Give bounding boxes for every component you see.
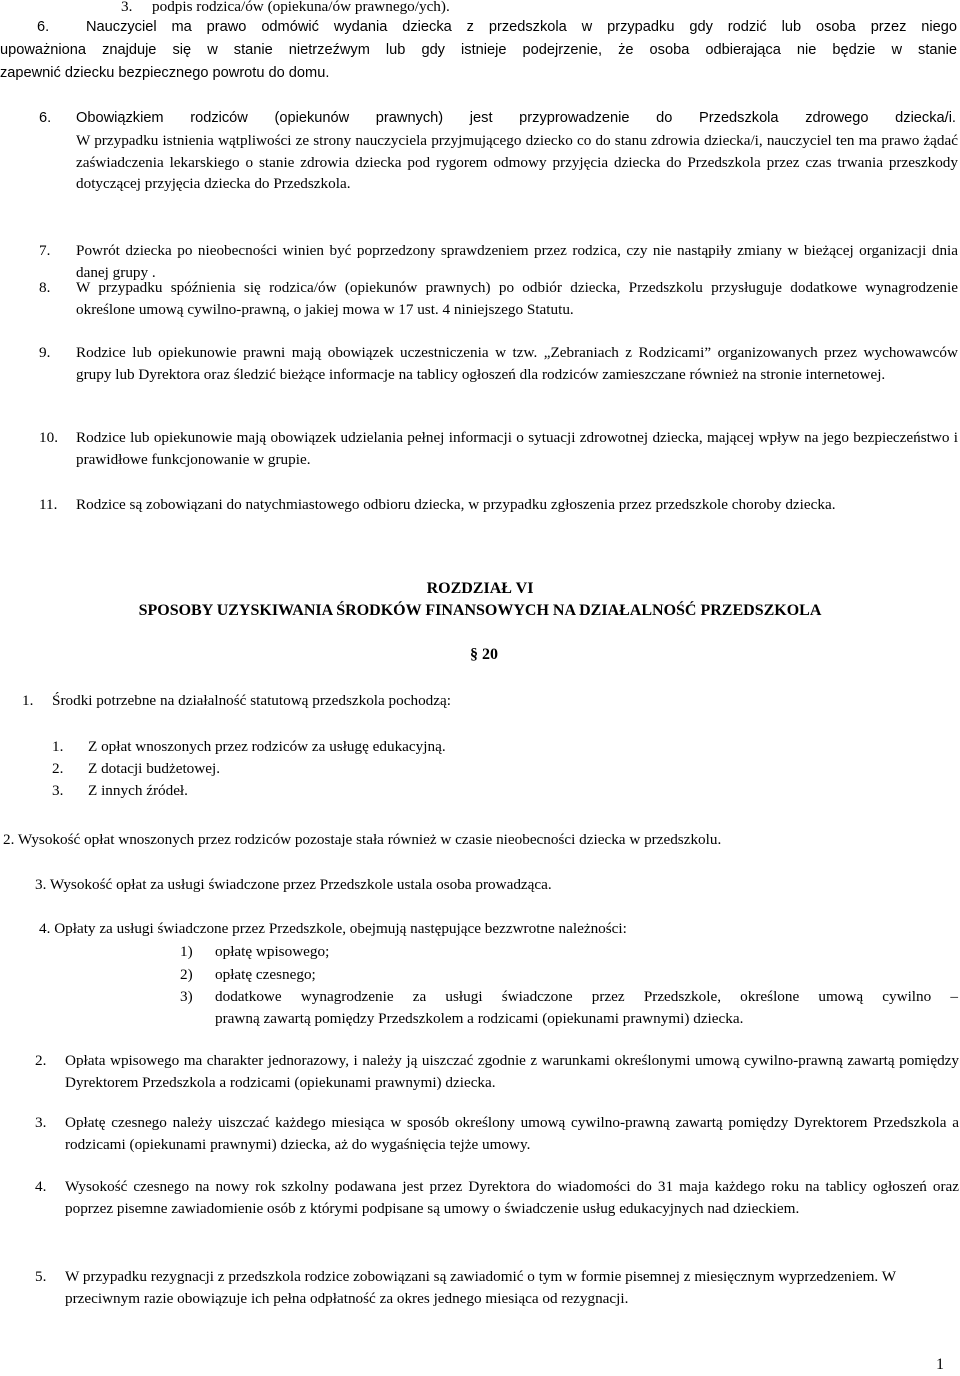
item-number: 9. [39,344,51,361]
item-text: W przypadku rezygnacji z przedszkola rodzice zobowiązani są zawiadomić o tym w formie pisemnej z miesięcznym wyprzedzeniem. W przeciwnym razie obowiązuje ich pełna odpłatność za okres jednego miesiąca od rezygnacji. [65,1268,896,1307]
item-text-line: Obowiązkiem rodziców (opiekunów prawnych) jest przyprowadzenie do Przedszkola zdrowego dziecka/i. [76,110,956,126]
item-text: Wysokość czesnego na nowy rok szkolny podawana jest przez Dyrektora do wiadomości do 31 maja każdego roku na tablicy ogłoszeń oraz poprzez pisemne zawiadomienie osób z którymi podpisane są umowy o świadczenie usług edukacyjnych nad dzieckiem. [65,1178,959,1217]
item-number: 5. [35,1268,47,1285]
item-text: podpis rodzica/ów (opiekuna/ów prawnego/ych). [152,0,450,15]
paragraph-2: 2. Wysokość opłat wnoszonych przez rodziców pozostaje stała również w czasie nieobecności dziecka w przedszkolu. [3,831,722,848]
item-number: 8. [39,279,51,296]
list-item-number: 2. [52,760,64,777]
item-text: Opłata wpisowego ma charakter jednorazowy, i należy ją uiszczać zgodnie z warunkami określonymi umową cywilno-prawną zawartą pomiędzy Dyrektorem Przedszkola a rodzicami (opiekunami prawnymi) dziecka. [65,1052,959,1091]
list-item-number: 3) [180,988,193,1005]
list-item-number: 2) [180,966,193,983]
list-item: Z dotacji budżetowej. [88,760,221,777]
chapter-subtitle: SPOSOBY UZYSKIWANIA ŚRODKÓW FINANSOWYCH NA DZIAŁALNOŚĆ PRZEDSZKOLA [138,602,822,619]
paragraph-4: 4. Opłaty za usługi świadczone przez Przedszkole, obejmują następujące bezzwrotne należności: [39,920,627,937]
list-item: opłatę wpisowego; [215,943,330,960]
item-text: Rodzice lub opiekunowie mają obowiązek udzielania pełnej informacji o sytuacji zdrowotnej dziecka, mającej wpływ na jego bezpieczeństwo i prawidłowe funkcjonowanie w grupie. [76,429,958,468]
item-number: 3. [121,0,133,15]
item-text-line: upoważniona znajduje się w stanie nietrzeźwym lub gdy istnieje podejrzenie, że osoba odbierająca nie będzie w stanie [0,42,957,58]
list-item: Z opłat wnoszonych przez rodziców za usługę edukacyjną. [88,738,446,755]
item-number: 1. [22,692,34,709]
paragraph-3: 3. Wysokość opłat za usługi świadczone przez Przedszkole ustala osoba prowadząca. [35,876,552,893]
list-item-number: 1) [180,943,193,960]
item-number: 10. [39,429,58,446]
item-text: Powrót dziecka po nieobecności winien być poprzedzony sprawdzeniem przez rodzica, czy nie nastąpiły zmiany w bieżącej organizacji dnia danej grupy . [76,242,958,281]
item-text: Opłatę czesnego należy uiszczać każdego miesiąca w sposób określony umową cywilno-prawną zawartą pomiędzy Dyrektorem Przedszkola a rodzicami (opiekunami prawnymi) dziecka, aż do wygaśnięcia tejże umowy. [65,1114,959,1153]
section-sign: § [470,646,482,663]
item-number: 6. [37,19,50,35]
item-number: 7. [39,242,51,259]
item-number: 2. [35,1052,47,1069]
item-text-line: Nauczyciel ma prawo odmówić wydania dziecka z przedszkola w przypadku gdy rodzić lub osoba przez niego [86,19,957,35]
list-item-line: prawną zawartą pomiędzy Przedszkolem a rodzicami (opiekunami prawnymi) dziecka. [215,1010,744,1027]
item-text: W przypadku spóźnienia się rodzica/ów (opiekunów prawnych) po odbiór dziecka, Przedszkolu przysługuje dodatkowe wynagrodzenie określone umową cywilno-prawną, o jakiej mowa w 17 ust. 4 niniejszego Statutu. [76,279,958,318]
list-item-number: 1. [52,738,64,755]
list-item: Z innych źródeł. [88,782,188,799]
item-text: Środki potrzebne na działalność statutową przedszkola pochodzą: [52,692,451,709]
item-number: 3. [35,1114,47,1131]
page-number: 1 [936,1356,944,1373]
chapter-title: ROZDZIAŁ VI [426,580,534,597]
list-item-line: dodatkowe wynagrodzenie za usługi świadczone przez Przedszkole, określone umową cywilno – [215,988,958,1005]
item-number: 11. [39,496,58,513]
item-text-line: zapewnić dziecku bezpiecznego powrotu do domu. [0,65,330,81]
item-text: W przypadku istnienia wątpliwości ze strony nauczyciela przyjmującego dziecko co do stanu zdrowia dziecka/i, nauczyciel ten ma prawo żądać zaświadczenia lekarskiego o stanie zdrowia dziecka pod rygorem odmowy przyjęcia dziecka do Przedszkola przez czas trwania przeszkody dotyczącej przyjęcia dziecka do Przedszkola. [76,132,958,192]
item-text: Rodzice są zobowiązani do natychmiastowego odbioru dziecka, w przypadku zgłoszenia przez przedszkole choroby dziecka. [76,496,836,513]
item-number: 6. [39,110,52,126]
list-item: opłatę czesnego; [215,966,316,983]
section-number: § 20 [470,646,498,663]
item-text: Rodzice lub opiekunowie prawni mają obowiązek uczestniczenia w tzw. „Zebraniach z Rodzicami” organizowanych przez wychowawców grupy lub Dyrektora oraz śledzić bieżące informacje na tablicy ogłoszeń dla rodziców zamieszczane również na stronie internetowej. [76,344,958,383]
item-number: 4. [35,1178,47,1195]
list-item-number: 3. [52,782,64,799]
